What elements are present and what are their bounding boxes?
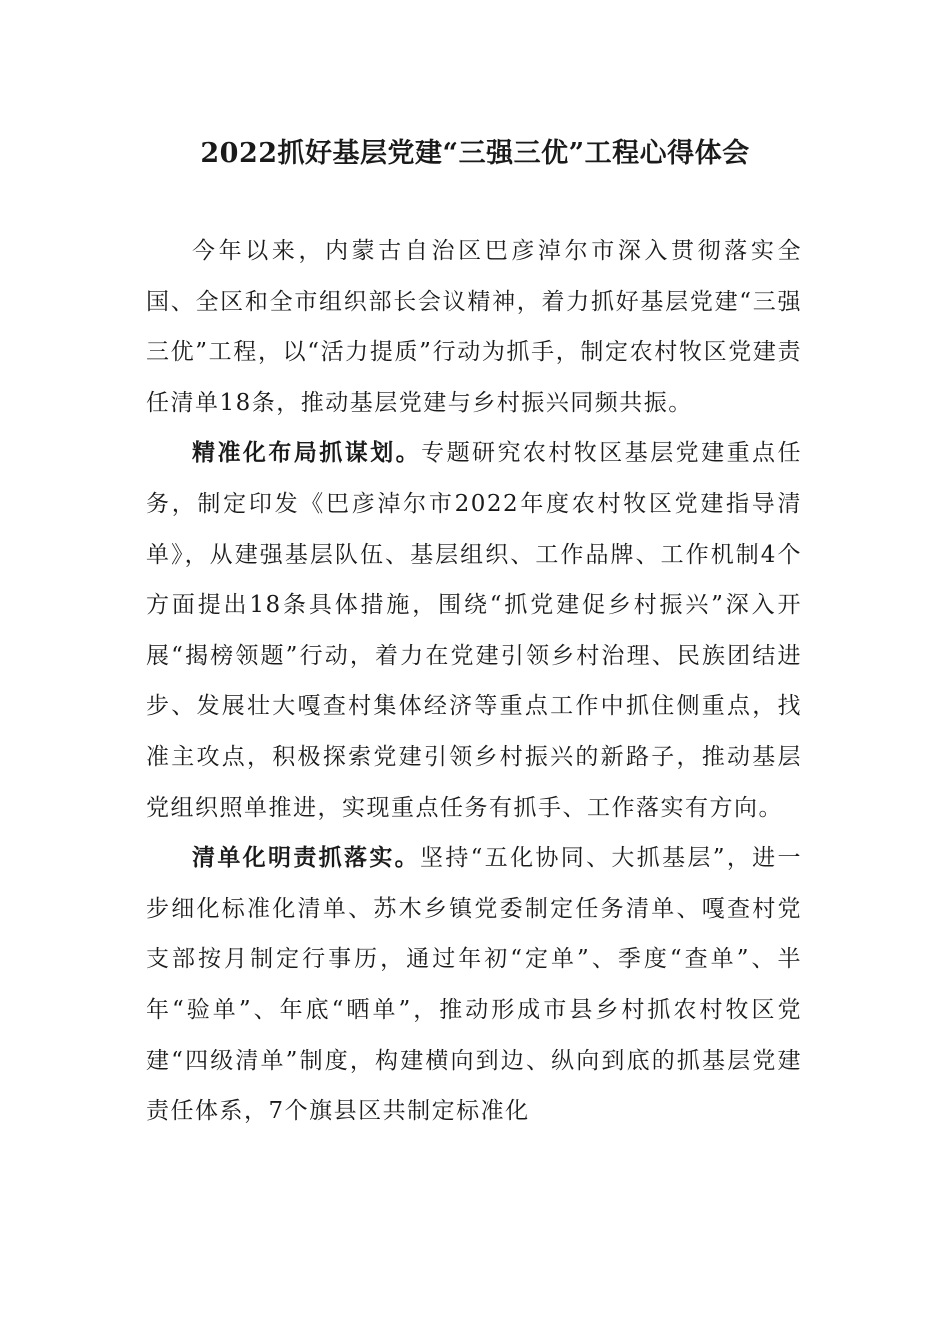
paragraph-text: 今年以来，内蒙古自治区巴彦淖尔市深入贯彻落实全国、全区和全市组织部长会议精神，着力抓好基层党建“三强三优”工程，以“活力提质”行动为抓手，制定农村牧区党建责任清单18条，推动基层党建与乡村振兴同频共振。	[146, 238, 802, 416]
paragraph-lead: 清单化明责抓落实。	[192, 844, 420, 872]
paragraph-lead: 精准化布局抓谋划。	[192, 439, 422, 467]
paragraph-text: 坚持“五化协同、大抓基层”，进一步细化标准化清单、苏木乡镇党委制定任务清单、嘎查村党支部按月制定行事历，通过年初“定单”、季度“查单”、半年“验单”、年底“晒单”，推动形成市县乡村抓农村牧区党建“四级清单”制度，构建横向到边、纵向到底的抓基层党建责任体系，7个旗县区共制定标准化	[146, 845, 802, 1125]
document-body	[146, 226, 802, 1137]
paragraph-intro	[146, 226, 802, 428]
paragraph-implementation	[146, 833, 802, 1137]
paragraph-planning	[146, 428, 802, 833]
document-title: 2022抓好基层党建“三强三优”工程心得体会	[200, 138, 750, 169]
paragraph-text: 专题研究农村牧区基层党建重点任务，制定印发《巴彦淖尔市2022年度农村牧区党建指导清单》，从建强基层队伍、基层组织、工作品牌、工作机制4个方面提出18条具体措施，围绕“抓党建促乡村振兴”深入开展“揭榜领题”行动，着力在党建引领乡村治理、民族团结进步、发展壮大嘎查村集体经济等重点工作中抓住侧重点，找准主攻点，积极探索党建引领乡村振兴的新路子，推动基层党组织照单推进，实现重点任务有抓手、工作落实有方向。	[146, 440, 803, 821]
